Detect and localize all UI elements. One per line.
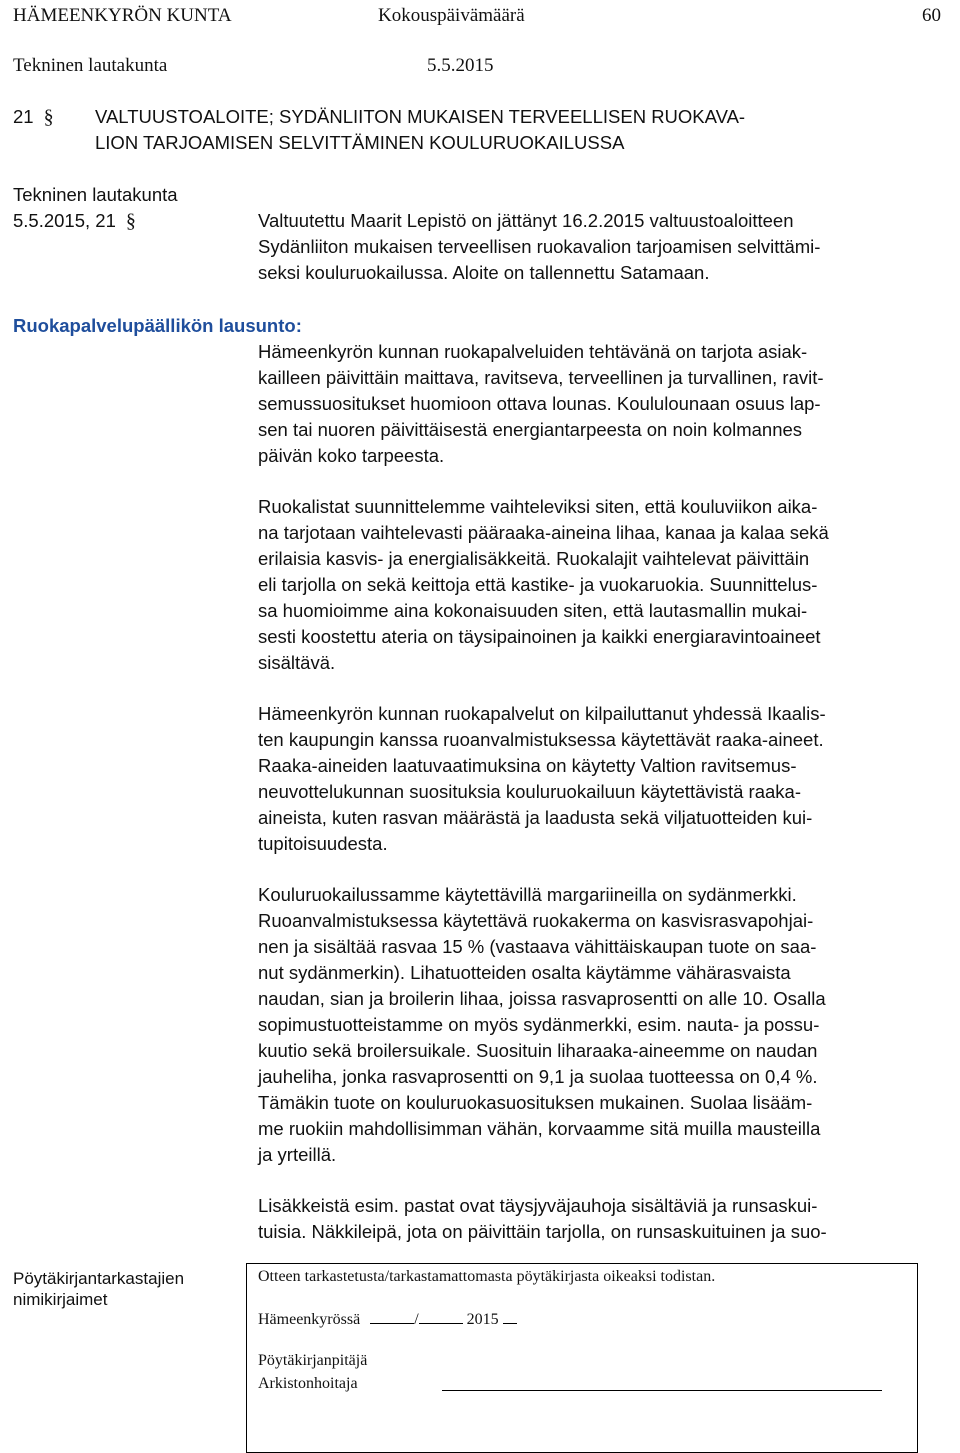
date-slash: / [414,1311,419,1328]
meeting-date: 5.5.2015 [427,55,494,76]
year-text: 2015 [466,1311,499,1328]
paragraph-line: erilaisia kasvis- ja energialisäkkeitä. Ruokalajit vaihtelevat päivittäin [258,548,810,569]
paragraph-line: semussuositukset huomioon ottava lounas. Koululounaan osuus lap- [258,393,821,414]
history-line: seksi kouluruokailussa. Aloite on tallennettu Satamaan. [258,262,710,283]
committee-name: Tekninen lautakunta [13,55,168,76]
footer-initials-label [13,1268,184,1310]
history-text [258,208,820,286]
paragraph-line: naudan, sian ja broilerin lihaa, joissa rasvaprosentti on alle 10. Osalla [258,988,826,1009]
history-line: Valtuutettu Maarit Lepistö on jättänyt 16.2.2015 valtuustoaloitteen [258,210,794,231]
role-secretary: Pöytäkirjanpitäjä [258,1352,368,1369]
section-number: 21 [13,106,34,127]
statement-paragraph-3 [258,701,826,857]
paragraph-line: sesti koostettu ateria on täysipainoinen ja kaikki energiaravintoaineet [258,626,821,647]
paragraph-line: Ruokalistat suunnittelemme vaihteleviksi siten, että kouluviikon aika- [258,496,818,517]
paragraph-line: sen tai nuoren päivittäisestä energiantarpeesta on noin kolmannes [258,419,803,440]
section-title-line: VALTUUSTOALOITE; SYDÄNLIITON MUKAISEN TERVEELLISEN RUOKAVA- [95,106,746,127]
municipality-name: HÄMEENKYRÖN KUNTA [13,5,232,26]
section-sign-icon: § [43,106,54,128]
signature-line [442,1390,882,1391]
month-blank [419,1309,463,1324]
history-line: Sydänliiton mukaisen terveellisen ruokavalion tarjoamisen selvittämi- [258,236,821,257]
statement-paragraph-2 [258,494,829,676]
paragraph-line: Hämeenkyrön kunnan ruokapalvelut on kilpailuttanut yhdessä Ikaalis- [258,703,826,724]
paragraph-line: Ruoanvalmistuksessa käytettävä ruokakerma on kasvisrasvapohjai- [258,910,814,931]
year-blank [503,1309,517,1324]
paragraph-line: tupitoisuudesta. [258,833,388,854]
section-sign-icon: § [125,210,136,232]
place-date-line [258,1309,517,1329]
statement-paragraph-5 [258,1193,827,1245]
paragraph-line: nut sydänmerkin). Lihatuotteiden osalta käytämme vähärasvaista [258,962,791,983]
role-archivist: Arkistonhoitaja [258,1375,358,1392]
paragraph-line: ja yrteillä. [258,1144,337,1165]
document-type: Kokouspäivämäärä [378,5,525,26]
paragraph-line: sopimustuotteistamme on myös sydänmerkki, esim. nauta- ja possu- [258,1014,820,1035]
statement-paragraph-1 [258,339,824,469]
paragraph-line: Tämäkin tuote on kouluruokasuosituksen mukainen. Suolaa lisääm- [258,1092,813,1113]
history-reference [13,208,146,234]
footer-label-line: nimikirjaimet [13,1290,108,1309]
paragraph-line: päivän koko tarpeesta. [258,445,445,466]
certification-statement: Otteen tarkastetusta/tarkastamattomasta pöytäkirjasta oikeaksi todistan. [258,1268,716,1285]
paragraph-line: aineista, kuten rasvan määrästä ja laadusta sekä viljatuotteiden kui- [258,807,813,828]
paragraph-line: me ruokiin mahdollisimman vähän, korvaamme sitä muilla mausteilla [258,1118,821,1139]
paragraph-line: jauheliha, jonka rasvaprosentti on 9,1 ja suolaa tuotteessa on 0,4 %. [258,1066,818,1087]
paragraph-line: Hämeenkyrön kunnan ruokapalveluiden tehtävänä on tarjota asiak- [258,341,808,362]
paragraph-line: sisältävä. [258,652,336,673]
paragraph-line: Lisäkkeistä esim. pastat ovat täysjyväjauhoja sisältäviä ja runsaskui- [258,1195,818,1216]
section-number-row [13,104,64,130]
paragraph-line: sa huomioimme aina kokonaisuuden siten, että lautasmallin mukai- [258,600,808,621]
paragraph-line: eli tarjolla on sekä keittoja että kastike- ja vuokaruokia. Suunnittelus- [258,574,818,595]
page-number: 60 [922,5,941,26]
section-title [95,104,745,156]
paragraph-line: Raaka-aineiden laatuvaatimuksina on käytetty Valtion ravitsemus- [258,755,797,776]
paragraph-line: ten kaupungin kanssa ruoanvalmistuksessa käytettävät raaka-aineet. [258,729,824,750]
statement-paragraph-4 [258,882,826,1168]
place-name: Hämeenkyrössä [258,1311,361,1328]
day-blank [370,1309,414,1324]
paragraph-line: na tarjotaan vaihtelevasti pääraaka-aineina lihaa, kanaa ja kalaa sekä [258,522,829,543]
paragraph-line: neuvottelukunnan suosituksia kouluruokailuun käytettävistä raaka- [258,781,801,802]
section-title-line: LION TARJOAMISEN SELVITTÄMINEN KOULURUOKAILUSSA [95,132,625,153]
paragraph-line: tuisia. Näkkileipä, jota on päivittäin tarjolla, on runsaskuituinen ja suo- [258,1221,827,1242]
paragraph-line: nen ja sisältää rasvaa 15 % (vastaava vähittäiskaupan tuote on saa- [258,936,817,957]
history-committee: Tekninen lautakunta [13,184,178,205]
history-ref-text: 5.5.2015, 21 [13,210,116,231]
paragraph-line: kailleen päivittäin maittava, ravitseva, terveellinen ja turvallinen, ravit- [258,367,824,388]
paragraph-line: Kouluruokailussamme käytettävillä margariineilla on sydänmerkki. [258,884,797,905]
footer-label-line: Pöytäkirjantarkastajien [13,1269,185,1288]
paragraph-line: kuutio sekä broilersuikale. Suosituin liharaaka-aineemme on naudan [258,1040,818,1061]
statement-heading: Ruokapalvelupäällikön lausunto: [13,315,302,336]
